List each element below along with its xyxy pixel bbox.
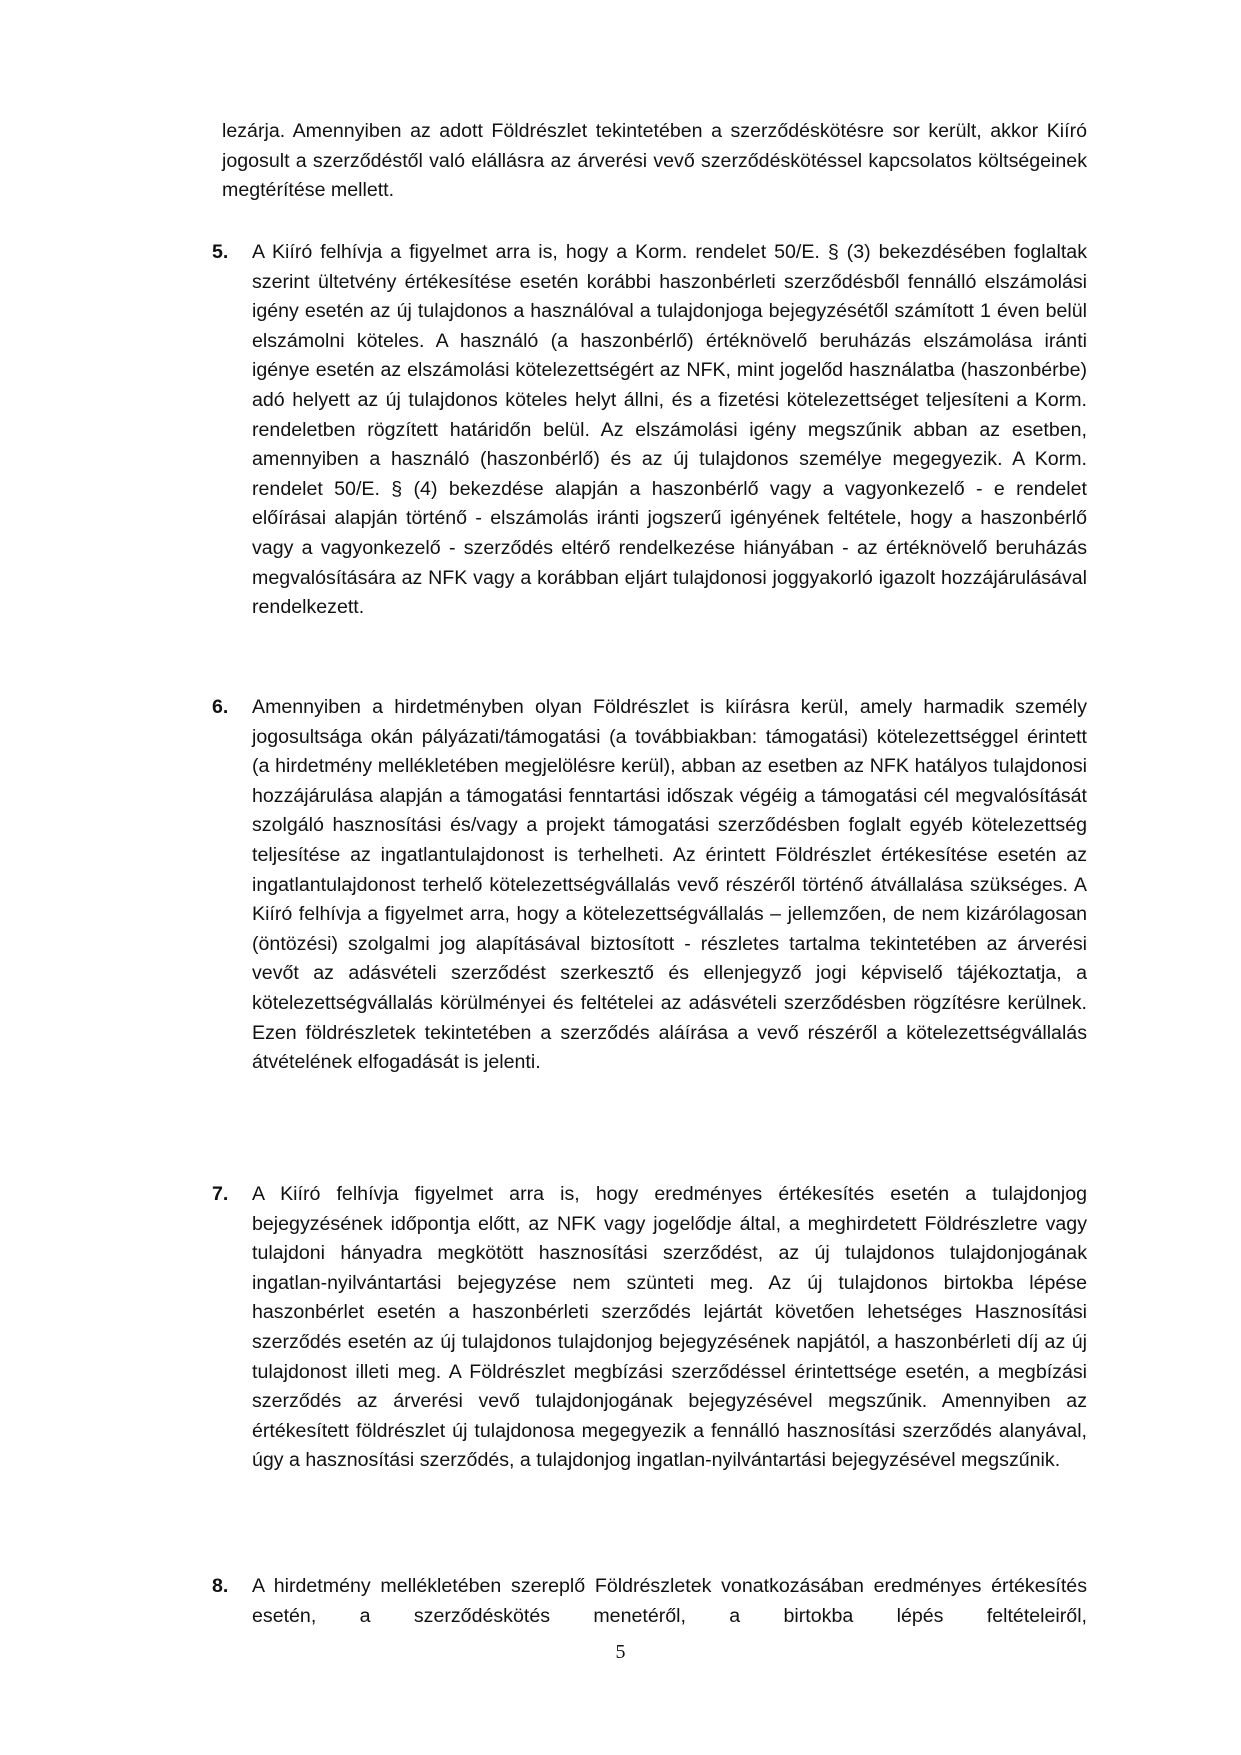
item-paragraph: A Kiíró felhívja figyelmet arra is, hogy eredményes értékesítés esetén a tulajdonjog bejegyzésének időpontja előtt, az NFK vagy jogelődje által, a meghirdetett Földrészletre vagy tulajdoni hányadra megkötött hasznosítási szerződést, az új tulajdonos tulajdonjogának ingatlan-nyilvántartási bejegyzése nem szünteti meg. Az új tulajdonos birtokba lépése haszonbérlet esetén a haszonbérleti szerződés lejártát követően lehetséges Hasznosítási szerződés esetén az új tulajdonos tulajdonjog bejegyzésének napjától, a haszonbérleti díj az új tulajdonost illeti meg. A Földrészlet megbízási szerződéssel érintettsége esetén, a megbízási szerződés az árverési vevő tulajdonjogának bejegyzésével megszűnik. Amennyiben az értékesített földrészlet új tulajdonosa megegyezik a fennálló hasznosítási szerződés alanyával, úgy a hasznosítási szerződés, a tulajdonjog ingatlan-nyilvántartási bejegyzésével megszűnik. — [252, 1183, 1087, 1472]
item-number: 5. — [212, 241, 229, 263]
intro-paragraph: lezárja. Amennyiben az adott Földrészlet tekintetében a szerződéskötésre sor került, akkor Kiíró jogosult a szerződéstől való elállásra az árverési vevő szerződéskötéssel kapcsolatos költségeinek megtérítése mellett. — [222, 120, 1087, 202]
item-number: 6. — [212, 696, 229, 718]
item-paragraph: A Kiíró felhívja a figyelmet arra is, hogy a Korm. rendelet 50/E. § (3) bekezdésében foglaltak szerint ültetvény értékesítése esetén korábbi haszonbérleti szerződésből fennálló elszámolási igény esetén az új tulajdonos a használóval a tulajdonjoga bejegyzésétől számított 1 éven belül elszámolni köteles. A használó (a haszonbérlő) értéknövelő beruházás elszámolása iránti igénye esetén az elszámolási kötelezettségért az NFK, mint jogelőd használatba (haszonbérbe) adó helyett az új tulajdonos köteles helyt állni, és a fizetési kötelezettséget teljesíteni a Korm. rendeletben rögzített határidőn belül. Az elszámolási igény megszűnik abban az esetben, amennyiben a használó (haszonbérlő) és az új tulajdonos személye megegyezik. A Korm. rendelet 50/E. § (4) bekezdése alapján a haszonbérlő vagy a vagyonkezelő - e rendelet előírásai alapján történő - elszámolás iránti jogszerű igényének feltétele, hogy a haszonbérlő vagy a vagyonkezelő - szerződés eltérő rendelkezése hiányában - az értéknövelő beruházás megvalósítására az NFK vagy a korábban eljárt tulajdonosi joggyakorló igazolt hozzájárulásával rendelkezett. — [252, 241, 1087, 619]
item-number: 8. — [212, 1575, 229, 1597]
page-number: 5 — [615, 1641, 626, 1663]
item-paragraph: A hirdetmény mellékletében szereplő Földrészletek vonatkozásában eredményes értékesítés esetén, a szerződéskötés menetéről, a birtokba lépés feltételeiről, — [252, 1575, 1087, 1627]
item-paragraph: Amennyiben a hirdetményben olyan Földrészlet is kiírásra kerül, amely harmadik személy jogosultsága okán pályázati/támogatási (a továbbiakban: támogatási) kötelezettséggel érintett (a hirdetmény mellékletében megjelölésre kerül), abban az esetben az NFK hatályos tulajdonosi hozzájárulása alapján a támogatási fenntartási időszak végéig a támogatási cél megvalósítását szolgáló hasznosítási és/vagy a projekt támogatási szerződésben foglalt egyéb kötelezettség teljesítése az ingatlantulajdonost is terhelheti. Az érintett Földrészlet értékesítése esetén az ingatlantulajdonost terhelő kötelezettségvállalás vevő részéről történő átvállalása szükséges. A Kiíró felhívja a figyelmet arra, hogy a kötelezettségvállalás – jellemzően, de nem kizárólagosan (öntözési) szolgalmi jog alapításával biztosított - részletes tartalma tekintetében az árverési vevőt az adásvételi szerződést szerkesztő és ellenjegyző jogi képviselő tájékoztatja, a kötelezettségvállalás körülményei és feltételei az adásvételi szerződésben rögzítésre kerülnek. Ezen földrészletek tekintetében a szerződés aláírása a vevő részéről a kötelezettségvállalás átvételének elfogadását is jelenti. — [252, 696, 1087, 1074]
item-number: 7. — [212, 1183, 229, 1205]
